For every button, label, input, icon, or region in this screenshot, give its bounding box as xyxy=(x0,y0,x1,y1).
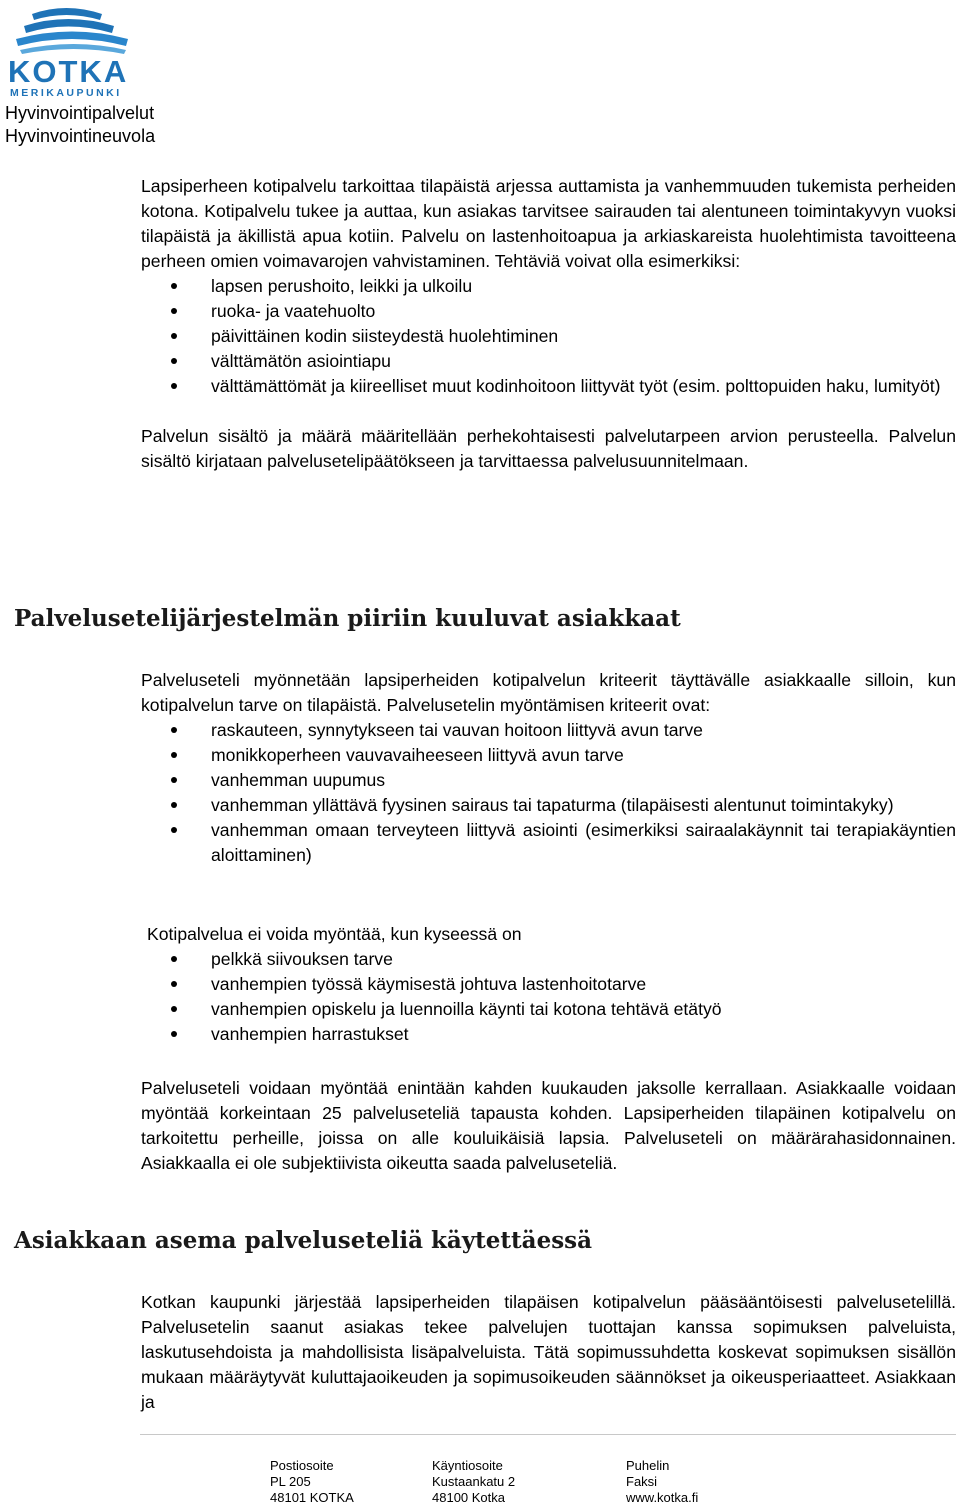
footer-phone-label: Puhelin xyxy=(626,1458,670,1473)
footer-website: www.kotka.fi xyxy=(626,1490,699,1505)
list-item: vanhempien työssä käymisestä johtuva lastenhoitotarve xyxy=(141,972,956,997)
criteria-paragraph: Palveluseteli myönnetään lapsiperheiden kotipalvelun kriteerit täyttävälle asiakkaalle silloin, kun kotipalvelun tarve on tilapäistä. Palvelusetelin myöntämisen kriteerit ovat: xyxy=(141,670,956,715)
list-item: vanhemman yllättävä fyysinen sairaus tai tapaturma (tilapäisesti alentunut toimintakyky) xyxy=(141,793,956,818)
logo-text: KOTKA xyxy=(8,54,129,89)
footer-visiting xyxy=(432,1458,515,1506)
exclusions-list-wrap xyxy=(141,947,956,1047)
org-unit: Hyvinvointineuvola xyxy=(5,126,156,146)
customers-section xyxy=(141,668,956,868)
footer-postal-line2: 48101 KOTKA xyxy=(270,1490,354,1505)
intro-paragraph-2: Palvelun sisältö ja määrä määritellään perhekohtaisesti palvelutarpeen arvion perusteella. Palvelun sisältö kirjataan palvelusetelipäätökseen ja tarvittaessa palvelusuunnitelmaan. xyxy=(141,426,956,471)
section-heading-customers: Palvelusetelijärjestelmän piiriin kuuluvat asiakkaat xyxy=(14,605,681,632)
logo-subtext: MERIKAUPUNKI xyxy=(10,87,122,99)
footer-visiting-line1: Kustaankatu 2 xyxy=(432,1474,516,1489)
exclusions-paragraph: Kotipalvelua ei voida myöntää, kun kyseessä on xyxy=(147,924,522,944)
list-item: vanhempien harrastukset xyxy=(141,1022,956,1047)
voucher-limits-paragraph: Palveluseteli voidaan myöntää enintään kahden kuukauden jaksolle kerrallaan. Asiakkaalle voidaan myöntää korkeintaan 25 palveluseteliä tapausta kohden. Lapsiperheiden tilapäinen kotipalvelu on tarkoitettu perheille, joissa on alle kouluikäisiä lapsia. Palveluseteli on määrärahasidonnainen. Asiakkaalla ei ole subjektiivista oikeutta saada palveluseteliä. xyxy=(141,1078,956,1173)
footer-contact xyxy=(626,1458,698,1506)
list-item: päivittäinen kodin siisteydestä huolehtiminen xyxy=(141,324,956,349)
exclusions-section xyxy=(147,922,956,947)
criteria-list xyxy=(141,718,956,868)
footer-divider xyxy=(140,1434,956,1435)
customer-position-section xyxy=(141,1290,956,1415)
footer-postal-label: Postiosoite xyxy=(270,1458,334,1473)
list-item: lapsen perushoito, leikki ja ulkoilu xyxy=(141,274,956,299)
list-item: monikkoperheen vauvavaiheeseen liittyvä avun tarve xyxy=(141,743,956,768)
footer-visiting-label: Käyntiosoite xyxy=(432,1458,503,1473)
list-item: ruoka- ja vaatehuolto xyxy=(141,299,956,324)
list-item: pelkkä siivouksen tarve xyxy=(141,947,956,972)
list-item: välttämättömät ja kiireelliset muut kodinhoitoon liittyvät työt (esim. polttopuiden haku, lumityöt) xyxy=(141,374,956,399)
kotka-logo xyxy=(6,4,146,100)
footer-visiting-line2: 48100 Kotka xyxy=(432,1490,506,1505)
voucher-limits-section xyxy=(141,1076,956,1176)
tasks-list xyxy=(141,274,956,399)
footer-postal xyxy=(270,1458,354,1506)
intro-section xyxy=(141,174,956,474)
footer-postal-line1: PL 205 xyxy=(270,1474,311,1489)
list-item: vanhemman uupumus xyxy=(141,768,956,793)
org-department: Hyvinvointipalvelut xyxy=(5,103,155,123)
intro-paragraph: Lapsiperheen kotipalvelu tarkoittaa tilapäistä arjessa auttamista ja vanhemmuuden tukemista perheiden kotona. Kotipalvelu tukee ja auttaa, kun asiakas tarvitsee sairauden tai alentuneen toimintakyvyn vuoksi tilapäistä ja äkillistä apua kotiin. Palvelu on lastenhoitoapua ja arkiaskareista huolehtimista tavoitteena perheen omien voimavarojen vahvistaminen. Tehtäviä voivat olla esimerkiksi: xyxy=(141,176,956,271)
list-item: raskauteen, synnytykseen tai vauvan hoitoon liittyvä avun tarve xyxy=(141,718,956,743)
list-item: välttämätön asiointiapu xyxy=(141,349,956,374)
exclusions-list xyxy=(141,947,956,1047)
waves-logo-icon xyxy=(6,4,146,100)
org-info xyxy=(5,102,155,148)
customer-position-paragraph: Kotkan kaupunki järjestää lapsiperheiden tilapäisen kotipalvelun pääsääntöisesti palvelusetelillä. Palvelusetelin saanut asiakas tekee palvelujen tuottajan kanssa sopimuksen palveluista, laskutusehdoista ja mahdollisista lisäpalveluista. Tätä sopimussuhdetta koskevat sopimuksen sisällön mukaan määräytyvät kuluttajaoikeuden ja sopimusoikeuden säännökset ja oikeusperiaatteet. Asiakkaan ja xyxy=(141,1292,956,1412)
list-item: vanhemman omaan terveyteen liittyvä asiointi (esimerkiksi sairaalakäynnit tai terapiakäyntien aloittaminen) xyxy=(141,818,956,868)
list-item: vanhempien opiskelu ja luennoilla käynti tai kotona tehtävä etätyö xyxy=(141,997,956,1022)
footer-fax-label: Faksi xyxy=(626,1474,658,1489)
section-heading-customer-position: Asiakkaan asema palveluseteliä käytettäessä xyxy=(14,1227,593,1254)
